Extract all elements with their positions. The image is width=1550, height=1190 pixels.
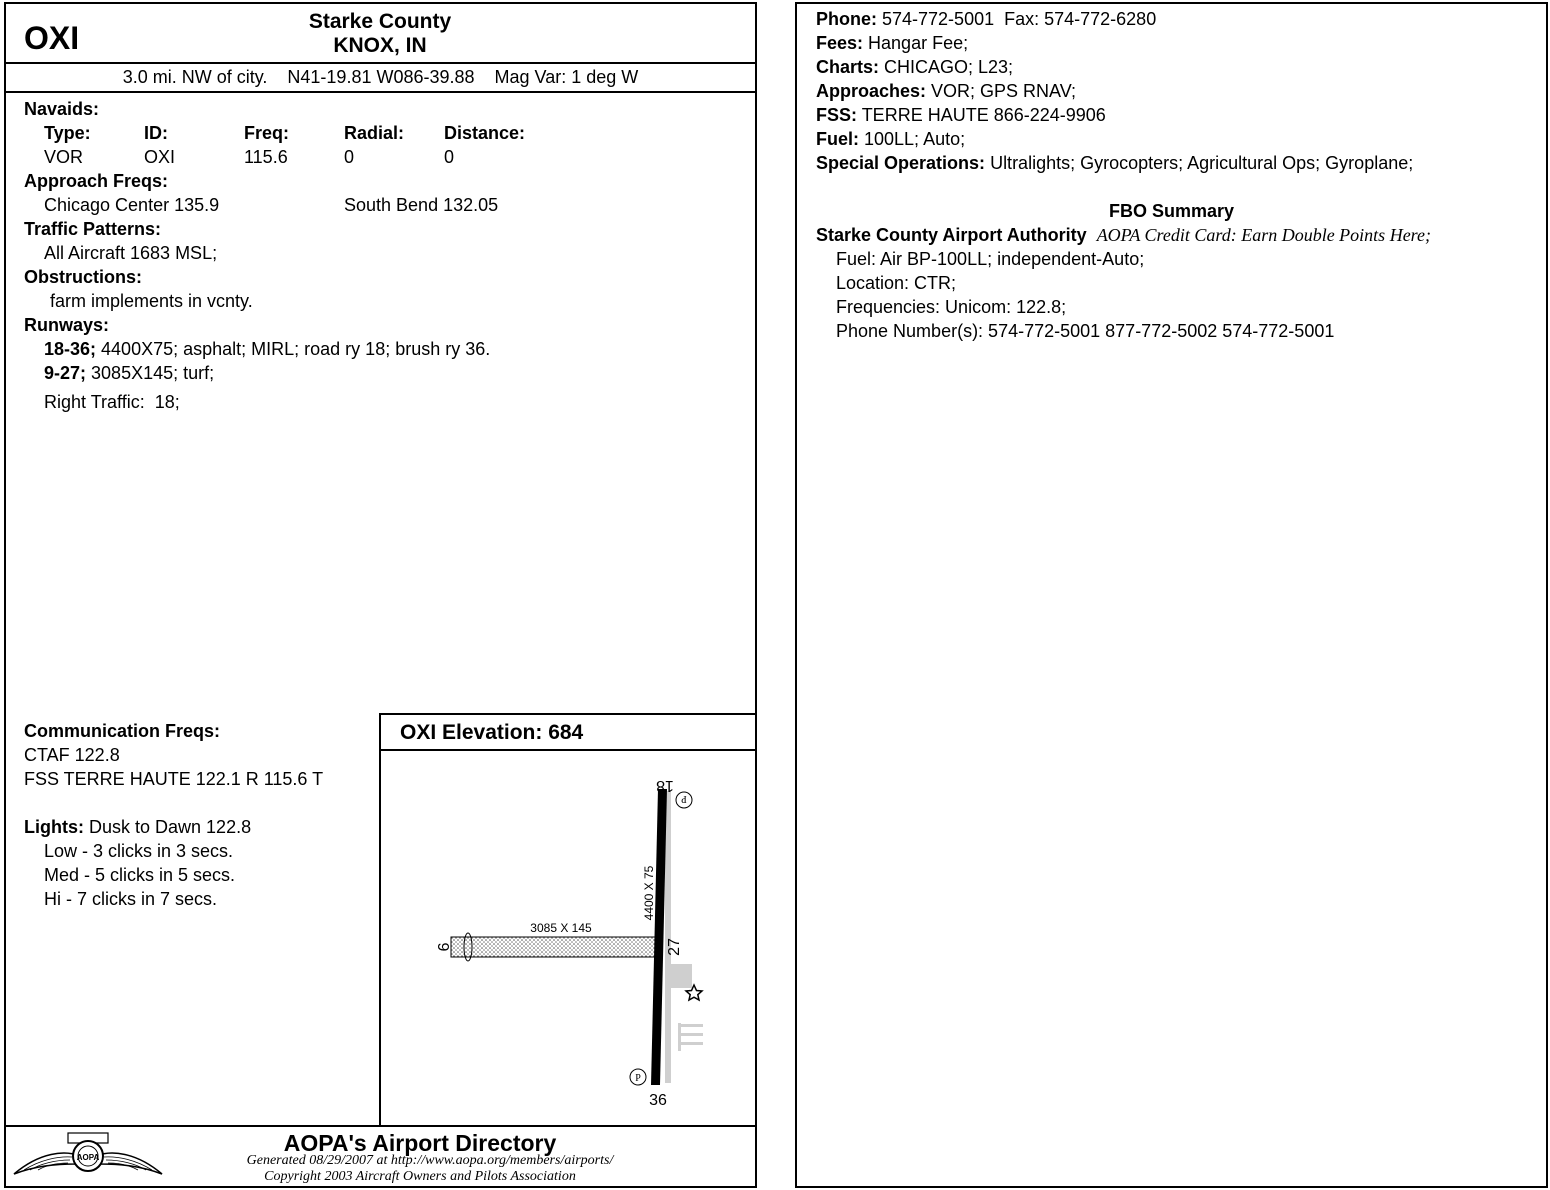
- navaids-col-type: Type:: [44, 123, 91, 143]
- fbo-name-line: [816, 224, 1431, 246]
- fss-line: [816, 104, 1106, 126]
- comm-ctaf: CTAF 122.8: [24, 745, 120, 765]
- approaches-line: [816, 80, 1076, 102]
- footer-title: AOPA's Airport Directory: [283, 1130, 557, 1156]
- lights-hi: Hi - 7 clicks in 7 secs.: [44, 889, 218, 909]
- approach-freq-2: South Bend 132.05: [344, 195, 499, 215]
- approach-freq-1: Chicago Center 135.9: [44, 195, 220, 215]
- aopa-logo: [10, 1130, 165, 1182]
- runways-heading: Runways:: [24, 315, 110, 335]
- special-ops-label: Special Operations:: [816, 153, 986, 173]
- fbo-name: Starke County Airport Authority: [816, 225, 1087, 245]
- runway-1-text: 4400X75; asphalt; MIRL; road ry 18; brush ry 36.: [96, 339, 491, 359]
- phone-line: [816, 8, 1156, 30]
- logo-right-wing: [96, 1153, 162, 1174]
- navaids-col-id: ID:: [144, 123, 168, 143]
- special-ops-value: Ultralights; Gyrocopters; Agricultural Ops; Gyroplane;: [985, 153, 1414, 173]
- runway-18-36-dimension: 4400 X 75: [642, 865, 656, 921]
- comm-fss: FSS TERRE HAUTE 122.1 R 115.6 T: [24, 769, 324, 789]
- runway-2-id: 9-27;: [44, 363, 87, 383]
- approaches-value: VOR; GPS RNAV;: [926, 81, 1077, 101]
- fuel-value: 100LL; Auto;: [859, 129, 966, 149]
- airport-city: KNOX, IN: [333, 34, 427, 57]
- fuel-label: Fuel:: [816, 129, 859, 149]
- fbo-promo: AOPA Credit Card: Earn Double Points Here;: [1096, 225, 1431, 245]
- runway-9-27: [451, 937, 655, 957]
- special-ops-line: [816, 152, 1413, 174]
- fbo-phones: Phone Number(s): 574-772-5001 877-772-5002 574-772-5001: [836, 321, 1335, 341]
- navaids-col-radial: Radial:: [344, 123, 405, 143]
- traffic-heading: Traffic Patterns:: [24, 219, 162, 239]
- footer-generated: Generated 08/29/2007 at http://www.aopa.org/members/airports/: [246, 1153, 614, 1168]
- fees-label: Fees:: [816, 33, 864, 53]
- charts-line: [816, 56, 1013, 78]
- charts-label: Charts:: [816, 57, 880, 77]
- parking-icon-top-label: P: [681, 793, 687, 804]
- runway-36-label: 36: [649, 1092, 667, 1109]
- traffic-text: All Aircraft 1683 MSL;: [44, 243, 218, 263]
- navaids-col-freq: Freq:: [244, 123, 289, 143]
- approaches-label: Approaches:: [816, 81, 927, 101]
- lights-line: [24, 816, 251, 838]
- location-divider: [4, 91, 757, 93]
- runway-1-id: 18-36;: [44, 339, 97, 359]
- fbo-location: Location: CTR;: [836, 273, 957, 293]
- phone-value: 574-772-5001 Fax: 574-772-6280: [877, 9, 1157, 29]
- navaids-heading: Navaids:: [24, 99, 100, 119]
- obstructions-text: farm implements in vcnty.: [50, 291, 253, 311]
- approach-heading: Approach Freqs:: [24, 171, 169, 191]
- runway-2-text: 3085X145; turf;: [86, 363, 215, 383]
- footer-copyright: Copyright 2003 Aircraft Owners and Pilots Association: [264, 1169, 576, 1184]
- comm-heading: Communication Freqs:: [24, 721, 221, 741]
- obstructions-heading: Obstructions:: [24, 267, 143, 287]
- navaid-radial: 0: [344, 147, 355, 167]
- elevation-title: OXI Elevation: 684: [400, 721, 584, 744]
- lights-label: Lights:: [24, 817, 84, 837]
- fss-value: TERRE HAUTE 866-224-9906: [857, 105, 1106, 125]
- airport-id: OXI: [24, 20, 80, 56]
- logo-text: AOPA: [76, 1153, 100, 1162]
- fees-value: Hangar Fee;: [863, 33, 969, 53]
- runway-27-label: 27: [666, 938, 683, 956]
- runway-2: [44, 362, 214, 384]
- location-line: 3.0 mi. NW of city. N41-19.81 W086-39.88 Mag Var: 1 deg W: [122, 67, 639, 87]
- fbo-fuel: Fuel: Air BP-100LL; independent-Auto;: [836, 249, 1145, 269]
- lights-value: Dusk to Dawn 122.8: [84, 817, 252, 837]
- runway-1: [44, 338, 490, 360]
- header-divider: [4, 62, 757, 64]
- lights-low: Low - 3 clicks in 3 secs.: [44, 841, 234, 861]
- hangar-connector: [678, 1023, 681, 1051]
- hangar-row-2: [678, 1033, 703, 1036]
- hangar-row-1: [678, 1024, 703, 1027]
- runway-18-label: 18: [656, 777, 674, 794]
- navaid-id: OXI: [144, 147, 176, 167]
- runway-9-27-dimension: 3085 X 145: [530, 921, 592, 935]
- fss-label: FSS:: [816, 105, 858, 125]
- phone-label: Phone:: [816, 9, 877, 29]
- airport-diagram: [381, 751, 755, 1125]
- fees-line: [816, 32, 968, 54]
- right-traffic: Right Traffic: 18;: [44, 392, 180, 412]
- fuel-line: [816, 128, 965, 150]
- airport-name: Starke County: [308, 10, 452, 33]
- hangar-row-3: [678, 1042, 703, 1045]
- runway-9-label: 9: [434, 942, 451, 952]
- fbo-heading: FBO Summary: [1108, 201, 1235, 221]
- fbo-frequencies: Frequencies: Unicom: 122.8;: [836, 297, 1067, 317]
- navaid-type: VOR: [44, 147, 84, 167]
- diagram-top-border: [379, 713, 757, 715]
- navaid-distance: 0: [444, 147, 455, 167]
- charts-value: CHICAGO; L23;: [879, 57, 1014, 77]
- navaids-col-distance: Distance:: [444, 123, 526, 143]
- lights-med: Med - 5 clicks in 5 secs.: [44, 865, 236, 885]
- navaid-freq: 115.6: [244, 147, 288, 167]
- parking-icon-bottom-label: P: [635, 1073, 641, 1084]
- logo-left-wing: [14, 1153, 80, 1174]
- ramp-area: [668, 964, 692, 988]
- right-panel: [795, 2, 1548, 1188]
